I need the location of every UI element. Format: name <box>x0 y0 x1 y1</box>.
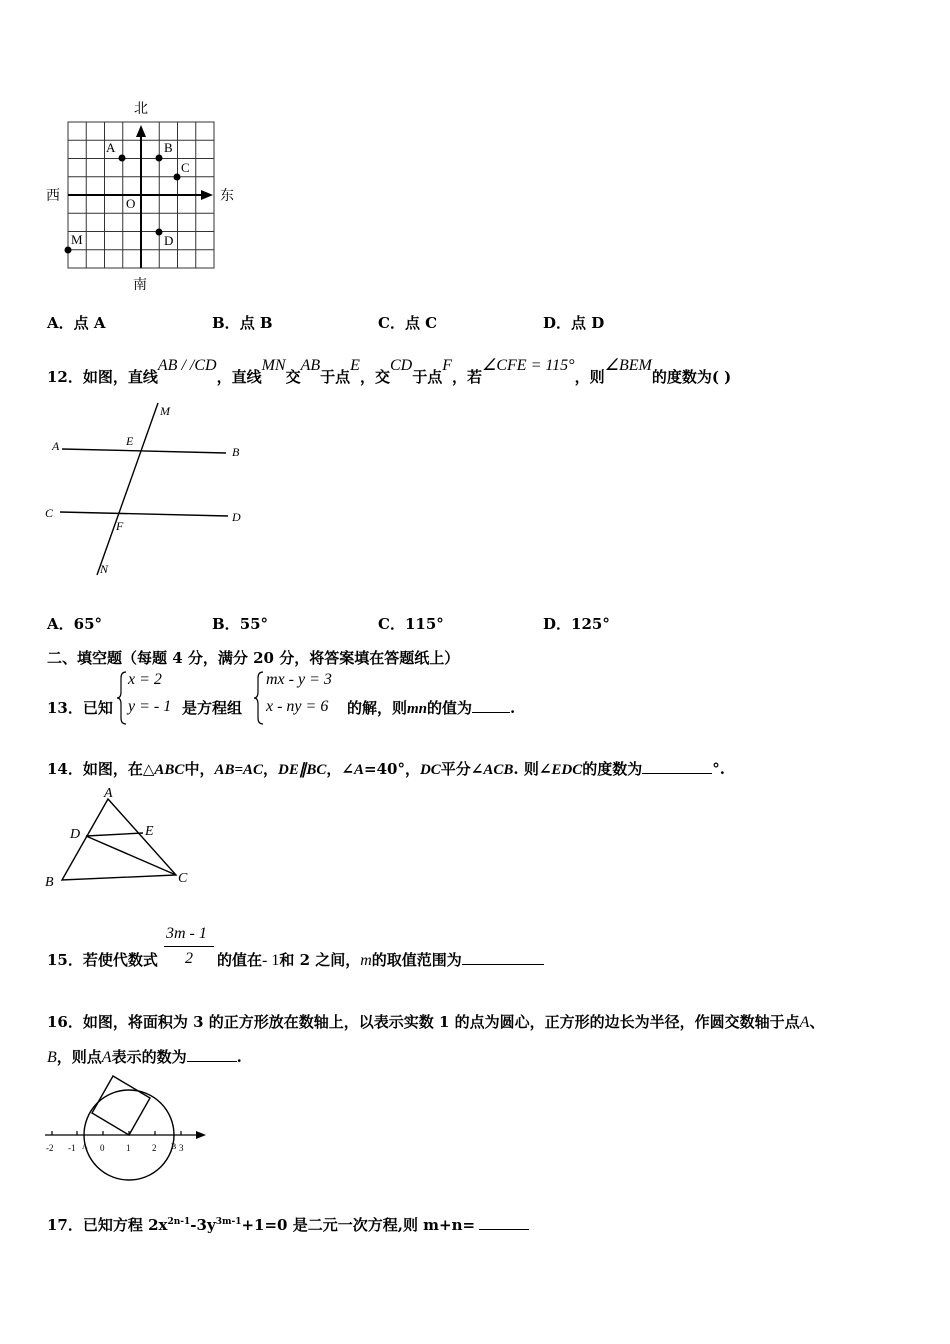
point-D <box>156 229 163 236</box>
axis-label-0: 0 <box>100 1143 105 1153</box>
axis-label-neg1: -1 <box>68 1143 76 1153</box>
fig-N: N <box>100 562 109 576</box>
q11-option-c[interactable]: C．点 C <box>378 314 438 332</box>
point-M <box>65 247 72 254</box>
q15-fraction-bar <box>164 946 214 947</box>
q11-option-d[interactable]: D．点 D <box>543 314 605 332</box>
q15-stem-end: 的值在- 1和 2 之间，m的取值范围为 <box>217 949 544 970</box>
q13-answer-blank[interactable] <box>472 698 510 713</box>
label-D: D <box>164 233 174 248</box>
q13-system2-eq2: x - ny = 6 <box>266 698 329 715</box>
axis-label-neg2: -2 <box>46 1143 54 1153</box>
q13-system1-brace <box>117 670 127 726</box>
point-B <box>156 155 163 162</box>
q17-stem: 17．已知方程 $2x^{2n-1}-3y^{3m-1}+1=0$ 是二元一次方程,则 m+n= <box>47 1214 529 1235</box>
q12-option-a[interactable]: A．65° <box>47 615 103 633</box>
axis-label-B: B <box>171 1142 177 1151</box>
label-B: B <box>164 140 173 155</box>
q11-grid-figure <box>40 95 250 295</box>
label-west: 西 <box>46 189 60 204</box>
q16-answer-blank[interactable] <box>187 1047 237 1062</box>
fig-A: A <box>104 786 113 801</box>
label-south: 南 <box>133 278 147 293</box>
label-C: C <box>181 160 190 175</box>
point-A <box>119 155 126 162</box>
q14-answer-blank[interactable] <box>642 759 712 774</box>
label-origin: O <box>126 196 136 211</box>
axis-label-2: 2 <box>152 1143 157 1153</box>
fig-E: E <box>126 434 134 448</box>
q13-system2-brace <box>254 670 264 726</box>
q16-number-line-figure <box>40 1075 220 1185</box>
q13-system1-eq1: x = 2 <box>128 671 162 688</box>
fig-A: A <box>52 439 60 453</box>
q16-line1: 16．如图，将面积为 3 的正方形放在数轴上，以表示实数 1 的点为圆心，正方形的边长为半径，作圆交数轴于点A、 <box>47 1013 825 1031</box>
q12-option-b[interactable]: B．55° <box>212 615 269 633</box>
q15-denominator: 2 <box>185 950 193 967</box>
axis-label-1: 1 <box>126 1143 131 1153</box>
fig-E: E <box>145 824 154 839</box>
fig-F: F <box>116 519 124 533</box>
q15-stem-start: 15．若使代数式 <box>47 951 158 969</box>
q15-numerator: 3m - 1 <box>166 925 207 942</box>
label-A: A <box>106 140 116 155</box>
fig-B: B <box>45 875 54 890</box>
axis-label-3: 3 <box>179 1143 184 1153</box>
q13-text2: 是方程组 <box>182 699 243 717</box>
q13-text3: 的解，则mn的值为 . <box>347 699 516 717</box>
q15-answer-blank[interactable] <box>462 950 544 965</box>
axis-label-A: A <box>82 1142 88 1151</box>
q12-option-d[interactable]: D．125° <box>543 615 610 633</box>
fig-C: C <box>45 506 54 520</box>
section-heading: 二、填空题（每题 4 分，满分 20 分，将答案填在答题纸上） <box>47 649 460 667</box>
fig-D: D <box>232 510 241 524</box>
label-north: 北 <box>134 102 148 117</box>
q11-option-a[interactable]: A．点 A <box>47 314 106 332</box>
point-C <box>174 174 181 181</box>
q12-parallel-lines-figure <box>40 395 260 585</box>
q12-stem: 12．如图，直线AB / /CD，直线MN交AB于点E，交CD于点F，若∠CFE = 115°，则∠BEM的度数为( ) <box>47 357 732 386</box>
q12-option-c[interactable]: C．115° <box>378 615 444 633</box>
q13-system1-eq2: y = - 1 <box>128 698 172 715</box>
fig-B: B <box>232 445 240 459</box>
fig-D: D <box>70 827 81 842</box>
q16-line2: B，则点A表示的数为 . <box>47 1048 242 1066</box>
fig-C: C <box>178 871 188 886</box>
q11-option-b[interactable]: B．点 B <box>212 314 273 332</box>
q13-stem: 13．已知 <box>47 699 113 717</box>
label-east: 东 <box>220 189 234 204</box>
q14-triangle-figure <box>40 783 200 893</box>
q13-system2-eq1: mx - y = 3 <box>266 671 332 688</box>
fig-M: M <box>160 404 170 418</box>
label-M: M <box>71 232 83 247</box>
q14-stem: 14．如图，在△ABC中，AB=AC，DE∥BC，∠A=40°，DC平分∠ACB. 则∠EDC的度数为 °. <box>47 760 725 778</box>
q17-answer-blank[interactable] <box>479 1215 529 1230</box>
